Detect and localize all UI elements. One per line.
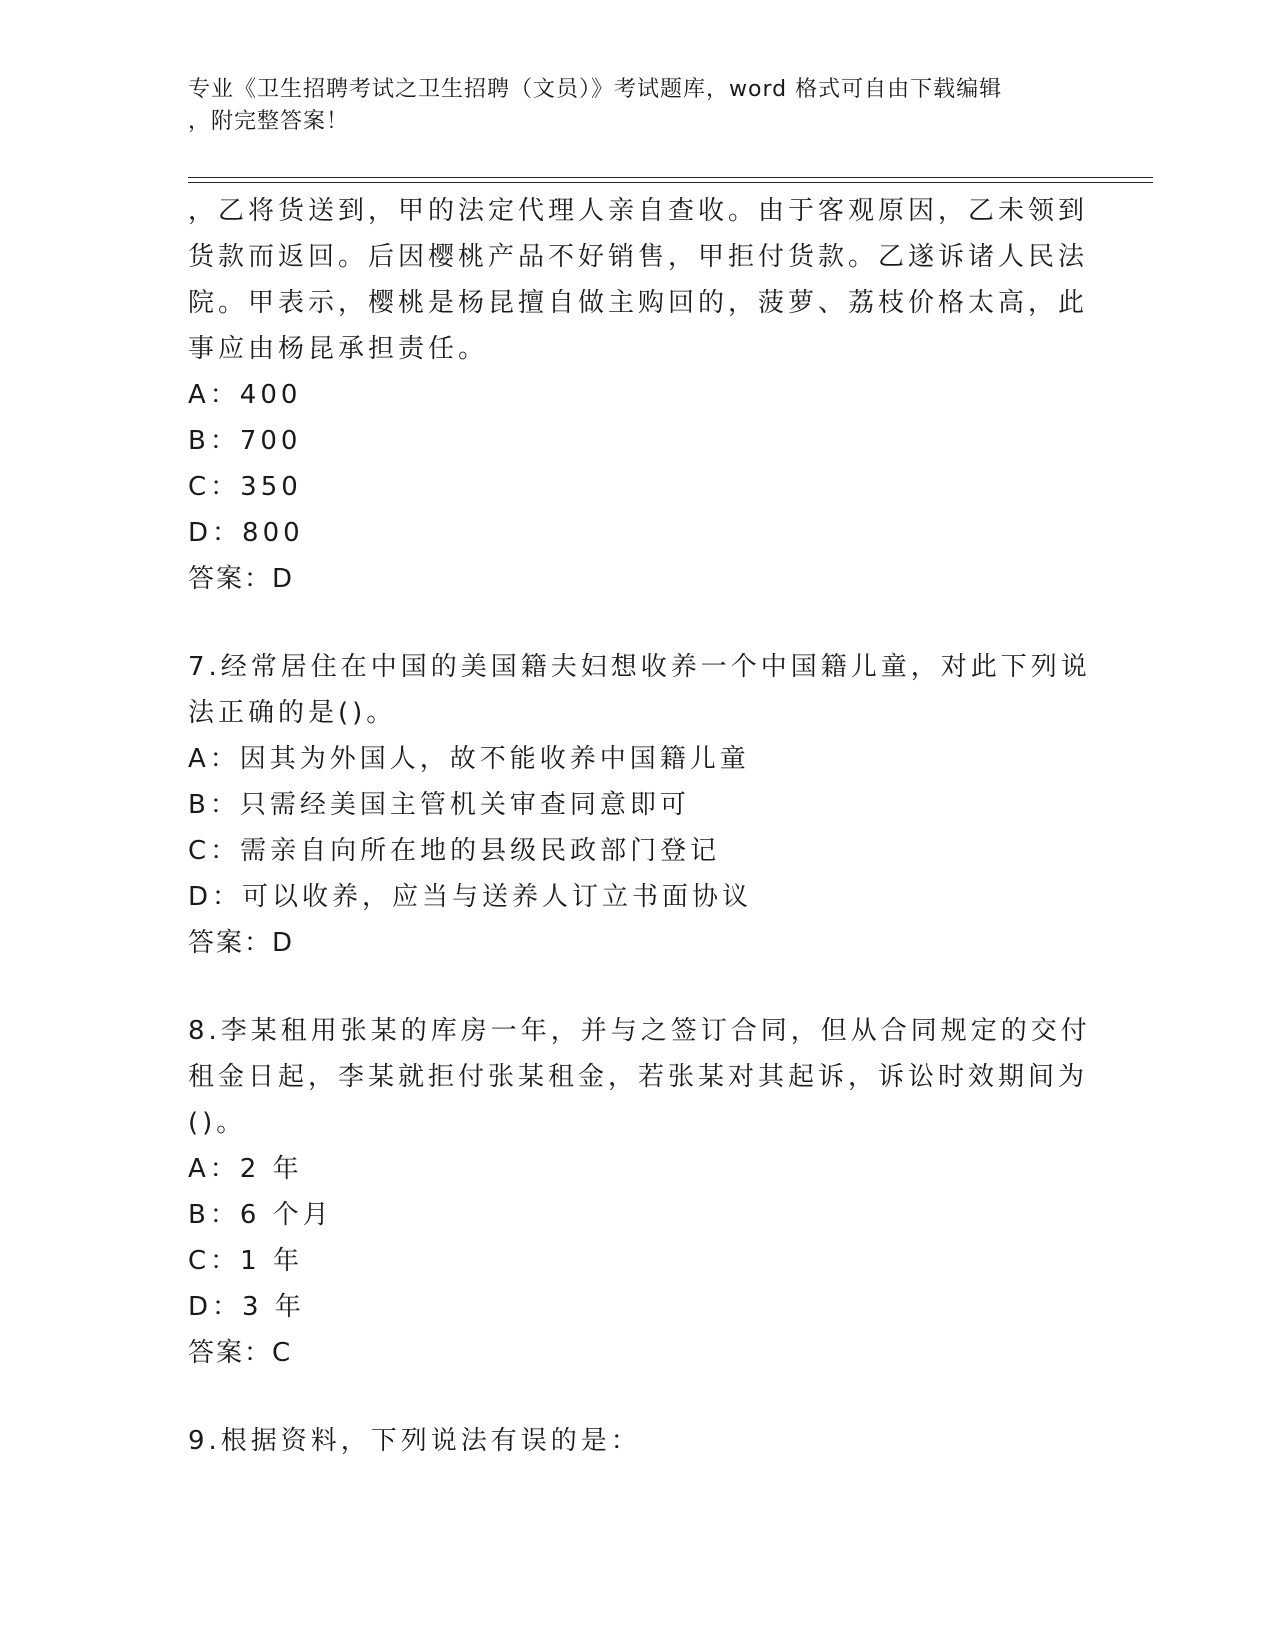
spacer: [188, 1376, 1088, 1418]
answer-line: [188, 920, 1088, 966]
option-d: D：800: [188, 518, 304, 548]
answer-line: [188, 556, 1088, 602]
answer-label: 答案：: [188, 564, 273, 594]
option-a: A：因其为外国人，故不能收养中国籍儿童: [188, 744, 750, 774]
answer-label: 答案：: [188, 1338, 273, 1368]
header-subtitle: ，附完整答案！: [188, 109, 350, 134]
option-b: B：6 个月: [188, 1200, 333, 1230]
option-b: B：只需经美国主管机关审查同意即可: [188, 790, 690, 820]
question-text-line: 事应由杨昆承担责任。: [188, 334, 489, 364]
option-c: C：需亲自向所在地的县级民政部门登记: [188, 836, 721, 866]
option-a: A：400: [188, 380, 302, 410]
question-text-line: 8.李某租用张某的库房一年，并与之签订合同，但从合同规定的交付: [188, 1016, 1091, 1046]
question-6: [188, 188, 1088, 602]
question-text-line: 7.经常居住在中国的美国籍夫妇想收养一个中国籍儿童，对此下列说: [188, 652, 1091, 682]
spacer: [188, 602, 1088, 644]
question-8: [188, 1008, 1091, 1376]
answer-value: D: [272, 928, 294, 958]
question-text-line: 9.根据资料，下列说法有误的是：: [188, 1426, 641, 1456]
question-text-line: 货款而返回。后因樱桃产品不好销售，甲拒付货款。乙遂诉诸人民法: [188, 242, 1089, 272]
option-c: C：1 年: [188, 1246, 303, 1276]
answer-label: 答案：: [188, 928, 273, 958]
answer-value: C: [272, 1338, 292, 1368]
question-7: [188, 644, 1091, 966]
question-text-line: ()。: [188, 1108, 247, 1138]
option-c: C：350: [188, 472, 302, 502]
answer-line: [188, 1330, 1088, 1376]
question-text-line: ，乙将货送到，甲的法定代理人亲自查收。由于客观原因，乙未领到: [188, 196, 1089, 226]
question-list: [188, 188, 1091, 1464]
question-9: [188, 1418, 1088, 1464]
header-divider-bottom: [188, 182, 1153, 183]
question-text-line: 租金日起，李某就拒付张某租金，若张某对其起诉，诉讼时效期间为: [188, 1062, 1089, 1092]
option-d: D：可以收养，应当与送养人订立书面协议: [188, 882, 753, 912]
answer-value: D: [272, 564, 294, 594]
option-d: D：3 年: [188, 1292, 305, 1322]
header-title: 专业《卫生招聘考试之卫生招聘（文员）》考试题库，word 格式可自由下载编辑: [188, 77, 1003, 102]
document-header: [188, 74, 1068, 138]
question-text-line: 法正确的是()。: [188, 698, 397, 728]
question-text-line: 院。甲表示，樱桃是杨昆擅自做主购回的，菠萝、荔枝价格太高，此: [188, 288, 1089, 318]
header-divider-top: [188, 177, 1153, 178]
option-b: B：700: [188, 426, 302, 456]
spacer: [188, 966, 1088, 1008]
option-a: A：2 年: [188, 1154, 303, 1184]
